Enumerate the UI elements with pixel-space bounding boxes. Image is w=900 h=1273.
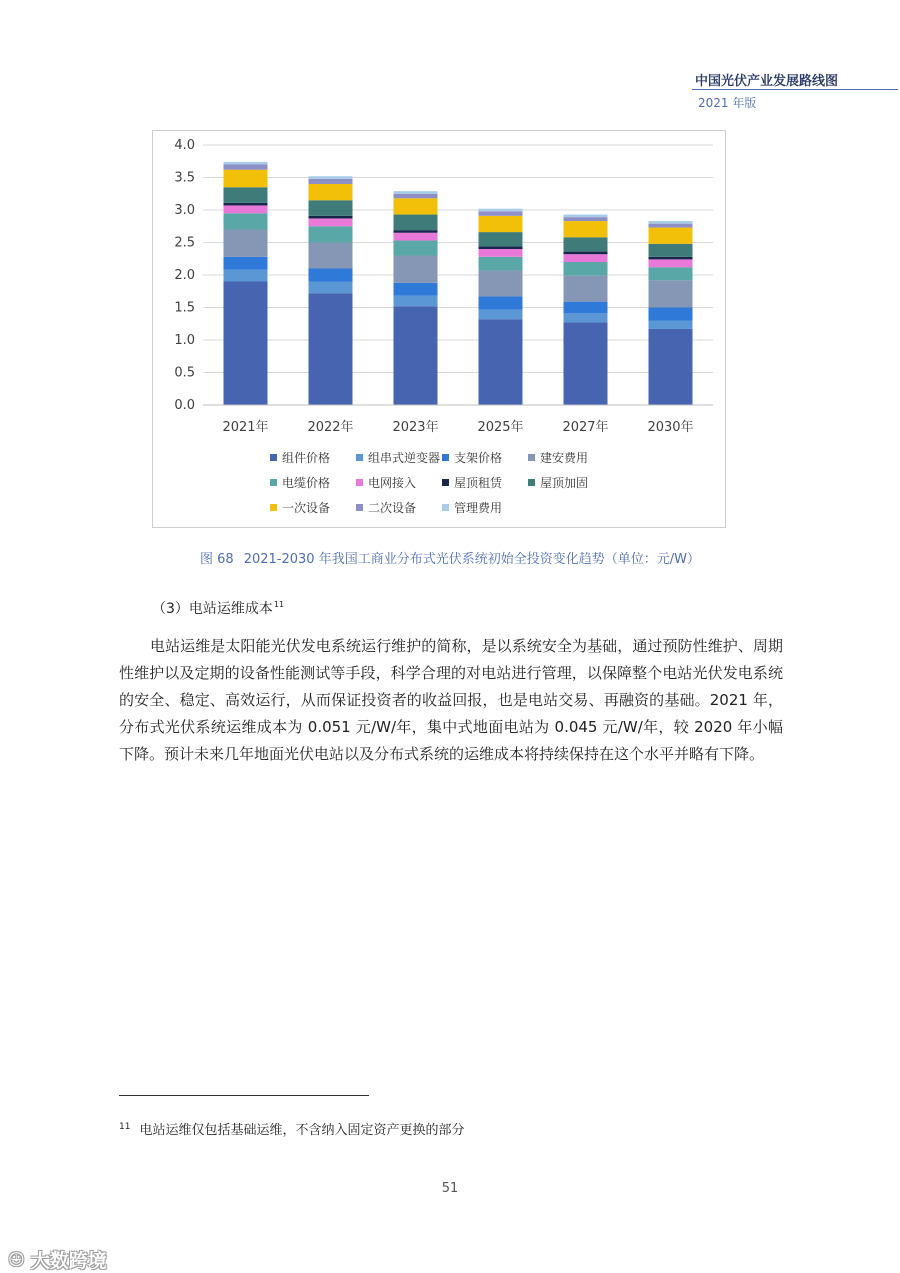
bar-segment xyxy=(394,296,438,306)
bar-segment xyxy=(649,321,693,329)
bar-segment xyxy=(564,313,608,322)
legend-swatch xyxy=(528,454,535,461)
bar-segment xyxy=(649,280,693,307)
bar-segment xyxy=(649,329,693,405)
bar-segment xyxy=(224,162,268,165)
legend-item xyxy=(528,449,588,466)
legend-swatch xyxy=(442,504,449,511)
bar-segment xyxy=(309,282,353,294)
bar-segment xyxy=(224,187,268,203)
legend-item xyxy=(356,449,440,466)
bar-segment xyxy=(564,302,608,314)
footnote-divider xyxy=(119,1095,369,1096)
header-title: 中国光伏产业发展路线图 xyxy=(695,74,839,89)
legend-label: 二次设备 xyxy=(368,501,417,515)
bar-segment xyxy=(309,243,353,269)
body-paragraph: 电站运维是太阳能光伏发电系统运行维护的简称，是以系统安全为基础，通过预防性维护、周期性维护以及定期的设备性能测试等手段，科学合理的对电站进行管理，以保障整个电站光伏发电系统的安全、稳定、高效运行，从而保证投资者的收益回报，也是电站交易、再融资的基础。2021 年，分布式光伏系统运维成本为 0.051 元/W/年，集中式地面电站为 0.045 元/W/年，较 2020 年小幅下降。预计未来几年地面光伏电站以及分布式系统的运维成本将持续保持在这个水平并略有下降。 xyxy=(119,637,783,763)
bar-segment xyxy=(479,257,523,271)
legend-label: 屋顶租赁 xyxy=(454,476,503,490)
stacked-bar-chart xyxy=(153,131,727,529)
watermark xyxy=(8,1246,107,1273)
bar-segment xyxy=(649,228,693,244)
legend-label: 电网接入 xyxy=(368,476,417,490)
legend-label: 电缆价格 xyxy=(282,476,331,490)
bar-segment xyxy=(564,262,608,276)
bar-segment xyxy=(309,179,353,184)
bar-segment xyxy=(479,216,523,232)
bar-segment xyxy=(394,194,438,199)
legend-swatch xyxy=(356,479,363,486)
bar-segment xyxy=(394,283,438,296)
bar-segment xyxy=(224,165,268,170)
bar-segment xyxy=(309,200,353,216)
y-tick-label: 0.5 xyxy=(174,365,195,381)
bar-segment xyxy=(309,293,353,405)
x-tick-label: 2023年 xyxy=(392,420,439,435)
bar-segment xyxy=(394,306,438,405)
legend-item xyxy=(528,474,588,491)
legend-item xyxy=(442,449,502,466)
bar-segment xyxy=(479,296,523,309)
bar-segment xyxy=(224,270,268,282)
legend-item xyxy=(442,474,502,491)
bar-segment xyxy=(224,282,268,406)
figure-caption xyxy=(0,548,900,567)
legend-label: 管理费用 xyxy=(454,501,503,515)
y-tick-label: 4.0 xyxy=(174,138,195,153)
legend-swatch xyxy=(270,504,277,511)
page-number: 51 xyxy=(441,1181,459,1196)
figure-number: 图 68 xyxy=(200,552,234,567)
x-tick-label: 2021年 xyxy=(222,420,269,435)
legend-item xyxy=(270,499,330,516)
footnote-reference[interactable]: 11 xyxy=(273,600,285,610)
bar-segment xyxy=(309,216,353,219)
y-tick-label: 3.0 xyxy=(174,203,195,218)
bar-segment xyxy=(649,257,693,260)
x-tick-label: 2030年 xyxy=(647,420,694,435)
bar-segment xyxy=(564,217,608,221)
header-rule xyxy=(692,89,898,90)
legend-item xyxy=(270,449,330,466)
bar-segment xyxy=(394,215,438,231)
legend-swatch xyxy=(442,454,449,461)
legend-swatch xyxy=(356,454,363,461)
y-tick-label: 1.5 xyxy=(174,300,195,316)
bar-segment xyxy=(224,230,268,257)
x-tick-label: 2027年 xyxy=(562,420,609,435)
legend-label: 建安费用 xyxy=(540,451,589,465)
bar-segment xyxy=(564,252,608,255)
legend-label: 支架价格 xyxy=(454,451,503,465)
section-heading-text: （3）电站运维成本 xyxy=(152,601,273,617)
bar-segment xyxy=(394,230,438,233)
bar-segment xyxy=(309,184,353,200)
bar-segment xyxy=(224,170,268,188)
legend-label: 组串式逆变器 xyxy=(368,451,441,465)
legend-swatch xyxy=(270,479,277,486)
bar-segment xyxy=(394,233,438,241)
bar-segment xyxy=(649,267,693,280)
bar-segment xyxy=(224,205,268,213)
chart-container xyxy=(152,130,726,528)
section-heading xyxy=(152,598,284,618)
footnote-mark: 11 xyxy=(119,1121,131,1132)
bar-segment xyxy=(309,176,353,179)
bar-segment xyxy=(309,269,353,282)
y-tick-label: 3.5 xyxy=(174,170,195,186)
bar-segment xyxy=(394,241,438,256)
legend-item xyxy=(270,474,330,491)
watermark-logo-icon: ☺ xyxy=(8,1250,25,1269)
bar-segment xyxy=(649,244,693,257)
legend-label: 组件价格 xyxy=(282,451,331,465)
bar-segment xyxy=(649,259,693,267)
figure-caption-text: 2021-2030 年我国工商业分布式光伏系统初始全投资变化趋势（单位：元/W） xyxy=(243,552,700,567)
bar-segment xyxy=(394,256,438,283)
legend-label: 一次设备 xyxy=(282,501,331,515)
bar-segment xyxy=(394,191,438,194)
bar-segment xyxy=(479,249,523,257)
legend-label: 屋顶加固 xyxy=(540,476,589,490)
bar-segment xyxy=(309,218,353,226)
bar-segment xyxy=(479,270,523,296)
legend-item xyxy=(356,474,416,491)
bar-segment xyxy=(564,215,608,218)
bar-segment xyxy=(564,237,608,251)
x-tick-label: 2022年 xyxy=(307,420,354,435)
bar-segment xyxy=(224,213,268,229)
bar-segment xyxy=(394,198,438,214)
footnote xyxy=(119,1119,464,1138)
y-tick-label: 0.0 xyxy=(174,398,195,413)
header-subtitle: 2021 年版 xyxy=(698,96,757,110)
bar-segment xyxy=(224,257,268,270)
bar-segment xyxy=(479,309,523,319)
y-tick-label: 2.0 xyxy=(174,268,195,283)
legend-swatch xyxy=(528,479,535,486)
legend-swatch xyxy=(442,479,449,486)
bar-segment xyxy=(649,308,693,321)
bar-segment xyxy=(309,226,353,242)
legend-item xyxy=(442,499,502,516)
y-tick-label: 1.0 xyxy=(174,333,195,348)
bar-segment xyxy=(479,232,523,246)
x-tick-label: 2025年 xyxy=(477,420,524,435)
watermark-text: 大数跨境 xyxy=(30,1250,107,1272)
bar-segment xyxy=(564,221,608,237)
bar-segment xyxy=(649,221,693,224)
legend-item xyxy=(356,499,416,516)
bar-segment xyxy=(479,319,523,405)
bar-segment xyxy=(479,209,523,212)
bar-segment xyxy=(479,211,523,216)
y-tick-label: 2.5 xyxy=(174,235,195,251)
bar-segment xyxy=(479,246,523,249)
legend-swatch xyxy=(270,454,277,461)
bar-segment xyxy=(564,276,608,302)
bar-segment xyxy=(564,322,608,405)
footnote-text: 电站运维仅包括基础运维，不含纳入固定资产更换的部分 xyxy=(139,1123,465,1138)
bar-segment xyxy=(564,254,608,262)
legend-swatch xyxy=(356,504,363,511)
bar-segment xyxy=(224,203,268,206)
bar-segment xyxy=(649,224,693,228)
